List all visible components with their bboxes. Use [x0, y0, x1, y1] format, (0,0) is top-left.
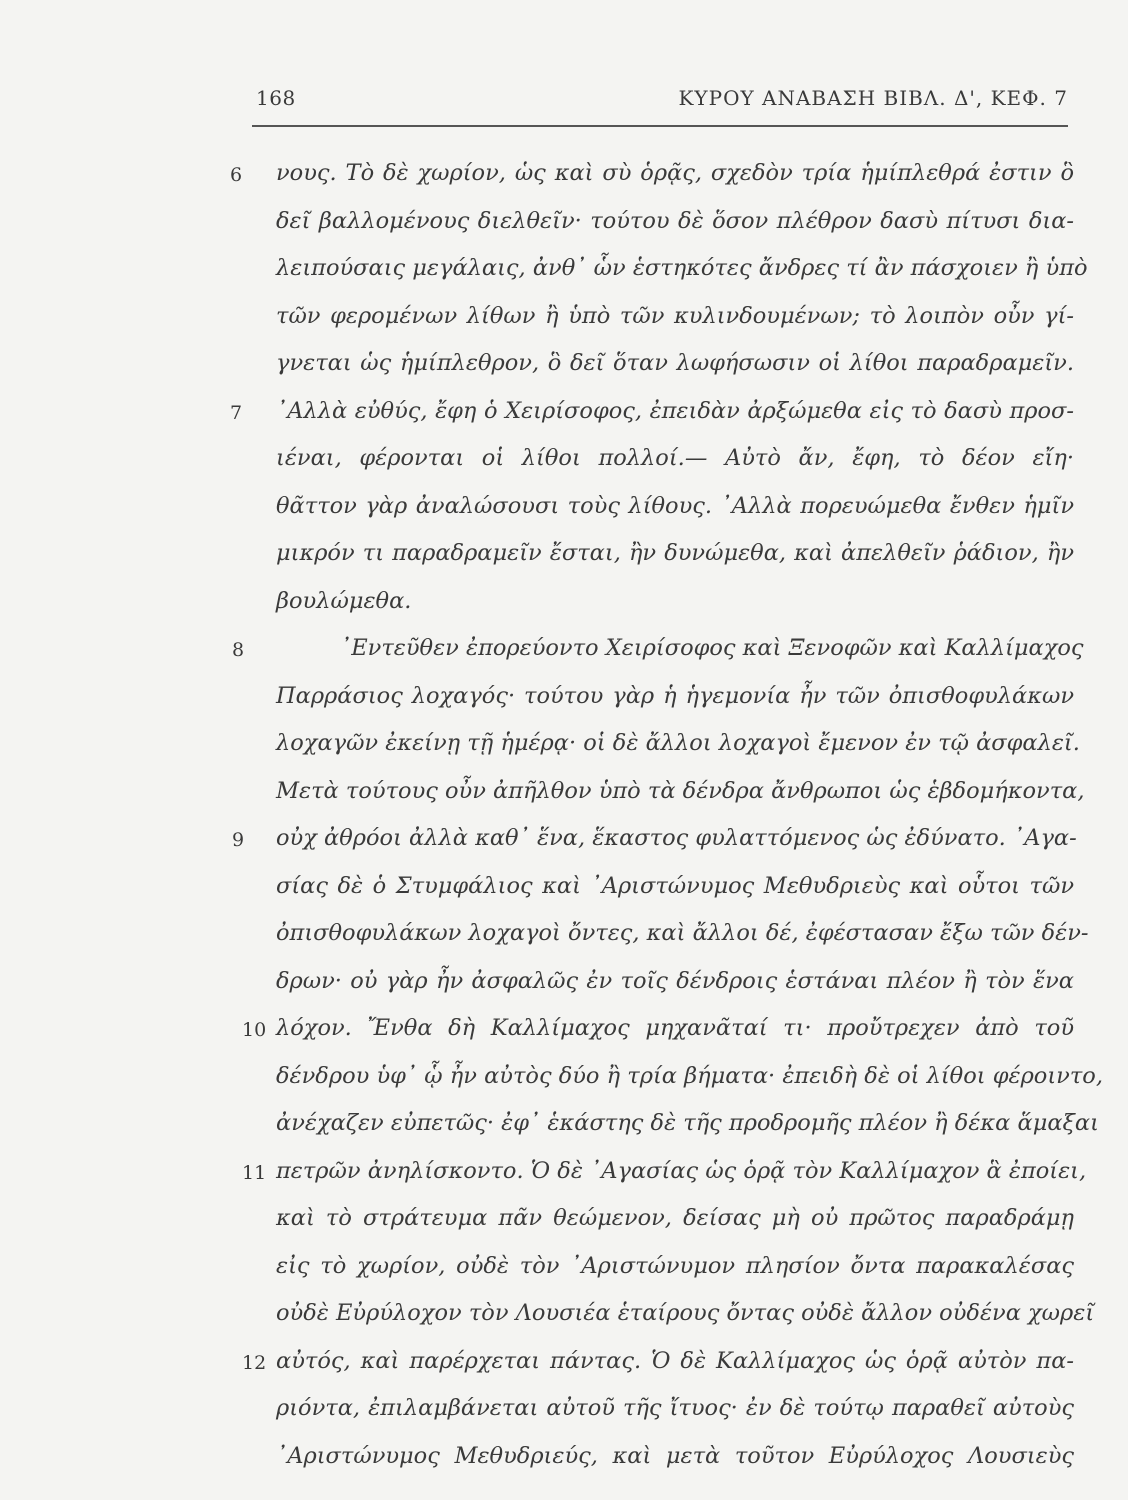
section-number: 12: [242, 1351, 267, 1374]
page-header: [256, 82, 1068, 118]
page-number: 168: [256, 86, 296, 110]
text-line: θᾶττον γὰρ ἀναλώσουσι τοὺς λίθους. ᾽Αλλὰ πορευώμεθα ἔνθεν ἡμῖν: [276, 492, 1074, 519]
section-number: 11: [242, 1161, 267, 1184]
running-title: ΚΥΡΟΥ ΑΝΑΒΑΣΗ ΒΙΒΛ. Δ', ΚΕΦ. 7: [678, 86, 1068, 110]
text-line: καὶ τὸ στράτευμα πᾶν θεώμενον, δείσας μὴ οὐ πρῶτος παραδράμῃ: [276, 1205, 1074, 1231]
text-line: λοχαγῶν ἐκείνῃ τῇ ἡμέρᾳ· οἱ δὲ ἄλλοι λοχαγοὶ ἔμενον ἐν τῷ ἀσφαλεῖ.: [276, 730, 1080, 756]
text-line: ριόντα, ἐπιλαμβάνεται αὐτοῦ τῆς ἴτυος· ἐν δὲ τούτῳ παραθεῖ αὐτοὺς: [276, 1395, 1074, 1421]
section-number: 10: [242, 1019, 267, 1041]
text-line: ὀπισθοφυλάκων λοχαγοὶ ὄντες, καὶ ἄλλοι δέ, ἐφέστασαν ἔξω τῶν δέν-: [276, 920, 1089, 946]
text-line: λόχον. Ἔνθα δὴ Καλλίμαχος μηχανᾶταί τι· προὔτρεχεν ἀπὸ τοῦ: [276, 1015, 1074, 1041]
text-line: μικρόν τι παραδραμεῖν ἔσται, ἢν δυνώμεθα, καὶ ἀπελθεῖν ῥάδιον, ἢν: [276, 540, 1074, 566]
text-line: οὐχ ἀθρόοι ἀλλὰ καθ᾽ ἕνα, ἕκαστος φυλαττόμενος ὡς ἐδύνατο. ᾽Αγα-: [276, 825, 1077, 851]
text-line: δένδρου ὑφ᾽ ᾧ ἦν αὐτὸς δύο ἢ τρία βήματα· ἐπειδὴ δὲ οἱ λίθοι φέροιντο,: [276, 1062, 1103, 1089]
text-line: βουλώμεθα.: [276, 587, 412, 614]
section-number: 9: [232, 829, 245, 851]
text-line: δρων· οὐ γὰρ ἦν ἀσφαλῶς ἐν τοῖς δένδροις ἑστάναι πλέον ἢ τὸν ἕνα: [276, 967, 1074, 994]
text-line: σίας δὲ ὁ Στυμφάλιος καὶ ᾽Αριστώνυμος Μεθυδριεὺς καὶ οὗτοι τῶν: [276, 872, 1074, 899]
text-line: ᾽Εντεῦθεν ἐπορεύοντο Χειρίσοφος καὶ Ξενοφῶν καὶ Καλλίμαχος: [340, 635, 1084, 661]
text-line: Μετὰ τούτους οὖν ἀπῆλθον ὑπὸ τὰ δένδρα ἄνθρωποι ὡς ἑβδομήκοντα,: [276, 777, 1085, 804]
section-number: 8: [232, 639, 245, 661]
text-line: νους. Τὸ δὲ χωρίον, ὡς καὶ σὺ ὁρᾷς, σχεδὸν τρία ἡμίπλεθρά ἐστιν ὃ: [276, 160, 1074, 186]
text-line: ιέναι, φέρονται οἱ λίθοι πολλοί.— Αὐτὸ ἄν, ἔφη, τὸ δέον εἴη·: [276, 445, 1074, 471]
text-line: γνεται ὡς ἡμίπλεθρον, ὃ δεῖ ὅταν λωφήσωσιν οἱ λίθοι παραδραμεῖν.: [276, 350, 1074, 376]
section-number: 6: [230, 164, 243, 186]
text-line: λειπούσαις μεγάλαις, ἀνθ᾽ ὧν ἑστηκότες ἄνδρες τί ἂν πάσχοιεν ἢ ὑπὸ: [276, 255, 1088, 281]
header-rule: [252, 125, 1068, 127]
text-line: δεῖ βαλλομένους διελθεῖν· τούτου δὲ ὅσον πλέθρον δασὺ πίτυσι δια-: [276, 207, 1074, 234]
text-line: αὐτός, καὶ παρέρχεται πάντας. Ὁ δὲ Καλλίμαχος ὡς ὁρᾷ αὐτὸν πα-: [276, 1347, 1074, 1374]
text-line: ᾽Αριστώνυμος Μεθυδριεύς, καὶ μετὰ τοῦτον Εὐρύλοχος Λουσιεὺς: [276, 1442, 1074, 1469]
text-line: οὐδὲ Εὐρύλοχον τὸν Λουσιέα ἑταίρους ὄντας οὐδὲ ἄλλον οὐδένα χωρεῖ: [276, 1300, 1095, 1326]
text-line: τῶν φερομένων λίθων ἢ ὑπὸ τῶν κυλινδουμένων; τὸ λοιπὸν οὖν γί-: [276, 302, 1074, 329]
text-line: πετρῶν ἀνηλίσκοντο. Ὁ δὲ ᾽Αγασίας ὡς ὁρᾷ τὸν Καλλίμαχον ἃ ἐποίει,: [276, 1157, 1087, 1184]
text-line: εἰς τὸ χωρίον, οὐδὲ τὸν ᾽Αριστώνυμον πλησίον ὄντα παρακαλέσας: [276, 1252, 1074, 1279]
text-line: Παρράσιος λοχαγός· τούτου γὰρ ἡ ἡγεμονία ἦν τῶν ὀπισθοφυλάκων: [276, 682, 1074, 709]
section-number: 7: [230, 401, 243, 424]
text-line: ἀνέχαζεν εὐπετῶς· ἐφ᾽ ἑκάστης δὲ τῆς προδρομῆς πλέον ἢ δέκα ἅμαξαι: [276, 1110, 1099, 1136]
text-line: ᾽Αλλὰ εὐθύς, ἔφη ὁ Χειρίσοφος, ἐπειδὰν ἀρξώμεθα εἰς τὸ δασὺ προσ-: [276, 397, 1074, 424]
